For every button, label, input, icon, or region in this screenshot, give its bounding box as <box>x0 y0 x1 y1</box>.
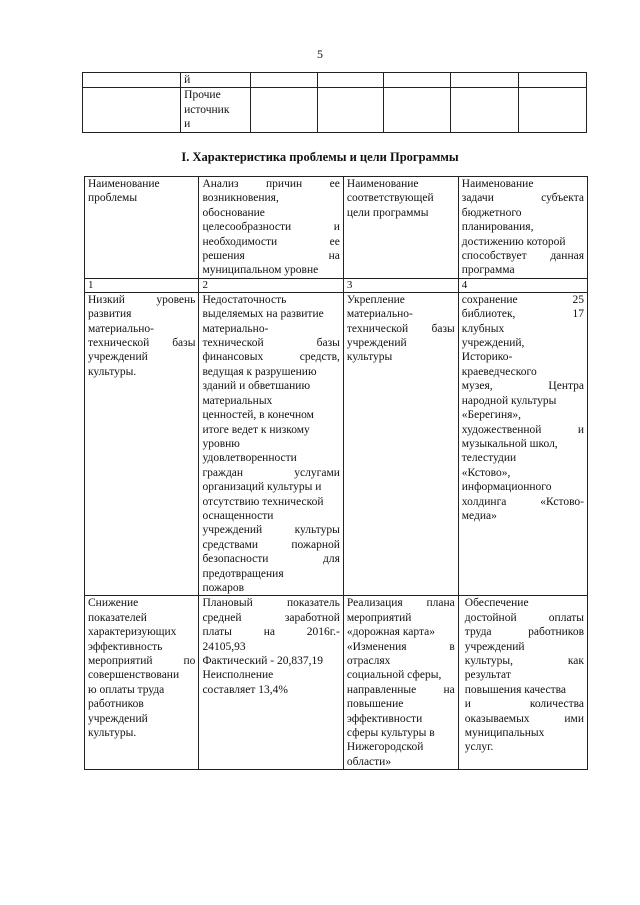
text-line: «Берегиня», <box>461 409 522 422</box>
text-word: учреждений <box>202 524 263 537</box>
text-word: плана <box>426 597 455 610</box>
text-line <box>462 423 584 437</box>
text-word: средствами <box>202 538 259 551</box>
text-word: платы <box>202 626 232 639</box>
header-problem-name <box>85 177 199 279</box>
text-line: организаций культуры и <box>202 481 322 494</box>
text-word: и <box>464 698 471 711</box>
text-line: области» <box>346 755 392 768</box>
text-word: средств, <box>299 351 340 364</box>
text-word: пожарной <box>291 538 340 551</box>
text-line: услуг. <box>464 741 494 754</box>
text-line: музыкальной школ, <box>461 437 558 450</box>
text-word: услугами <box>294 466 340 479</box>
text-word: 25 <box>572 293 584 306</box>
text-line: работников <box>88 698 144 711</box>
text-line <box>462 495 584 509</box>
text-line <box>202 177 339 191</box>
text-line: культуры <box>346 351 393 364</box>
text-word: субъекта <box>541 192 584 205</box>
analysis-cell <box>199 596 343 770</box>
text-word: оплаты <box>548 611 584 624</box>
top-table-fragment <box>82 72 587 133</box>
column-number: 4 <box>458 278 587 292</box>
text-line: материально- <box>346 308 413 321</box>
text-word: способствует <box>461 250 527 263</box>
text-line: Фактический - 20,837,19 <box>202 655 323 667</box>
task-cell <box>458 596 587 770</box>
text-word: Анализ <box>202 178 239 190</box>
text-line: программа <box>461 264 515 277</box>
text-line: учреждений <box>88 712 148 725</box>
text-line <box>462 293 584 307</box>
text-line <box>202 552 339 566</box>
text-line <box>462 249 584 263</box>
text-word: Низкий <box>88 293 125 306</box>
table-cell <box>181 88 250 133</box>
header-analysis <box>199 177 343 279</box>
text-word: культуры <box>294 524 340 537</box>
text-word: уровень <box>156 293 196 306</box>
text-word: целесообразности <box>202 221 292 234</box>
text-line: составляет 13,4% <box>202 683 288 696</box>
problem-cell <box>85 596 199 770</box>
text-line: возникновения, <box>202 192 279 205</box>
task-cell <box>458 292 587 596</box>
text-line: оснащенности <box>202 509 274 522</box>
table-cell <box>317 88 383 133</box>
text-line: сферы культуры в <box>346 727 435 740</box>
text-word: базы <box>172 337 196 350</box>
text-word: решения <box>202 250 245 263</box>
text-line <box>202 336 339 350</box>
table-cell <box>384 73 451 88</box>
table-cell: й <box>181 73 250 88</box>
text-word: «Изменения <box>346 640 407 653</box>
text-line <box>465 611 584 625</box>
text-line: материальных <box>202 394 273 407</box>
text-line: бюджетного <box>461 206 522 219</box>
table-cell <box>451 73 518 88</box>
text-line: ведущая к разрушению <box>202 365 317 378</box>
text-line: зданий и обветшанию <box>202 380 311 393</box>
text-line: планирования, <box>461 221 534 234</box>
text-line: эффективность <box>88 640 163 653</box>
text-line: источник <box>184 103 230 116</box>
text-line: отраслях <box>346 655 391 667</box>
text-line <box>202 220 339 234</box>
text-line: Историко- <box>461 351 513 364</box>
text-line: результат <box>464 669 511 682</box>
text-word: технической <box>346 322 409 335</box>
text-line: обоснование <box>202 206 265 219</box>
text-line: краеведческого <box>461 365 537 378</box>
text-word: ими <box>564 712 584 725</box>
text-line: учреждений <box>464 640 525 653</box>
text-word: данная <box>550 250 584 263</box>
text-line: выделяемых на развитие <box>202 308 324 321</box>
text-line <box>465 697 584 711</box>
text-line <box>347 322 455 336</box>
text-line <box>462 191 584 205</box>
table-row <box>83 88 587 133</box>
text-word: направленные <box>346 683 417 696</box>
text-line: «Кстово», <box>461 466 511 479</box>
text-word: причин <box>266 178 303 190</box>
header-goal <box>343 177 458 279</box>
text-line: показателей <box>88 611 147 624</box>
text-word: и <box>577 423 584 436</box>
text-line: телестудии <box>461 452 517 465</box>
text-line: мероприятий <box>346 611 412 624</box>
text-word: задачи <box>461 192 494 205</box>
text-line: учреждений <box>346 337 407 350</box>
text-word: культуры, <box>464 655 513 667</box>
text-line <box>88 336 195 350</box>
page-number: 5 <box>317 47 323 61</box>
text-word: как <box>567 655 584 667</box>
text-line <box>202 596 339 610</box>
text-line: развития <box>88 308 132 321</box>
text-word: безопасности <box>202 553 269 566</box>
table-cell <box>518 88 586 133</box>
text-word: в <box>449 640 455 653</box>
column-number: 2 <box>199 278 343 292</box>
table-cell <box>518 73 586 88</box>
text-line: учреждений <box>88 351 148 364</box>
text-line: Нижегородской <box>346 741 424 754</box>
text-line: соответствующей <box>346 192 434 205</box>
text-line: Наименование <box>346 178 419 190</box>
text-word: холдинга <box>461 495 507 508</box>
text-line <box>462 379 584 393</box>
text-line: ю оплаты труда <box>88 683 165 696</box>
analysis-cell <box>199 292 343 596</box>
text-line: эффективности <box>346 712 423 725</box>
text-line: учреждений, <box>461 337 525 350</box>
text-word: ее <box>329 235 340 248</box>
text-line: Снижение <box>88 597 139 610</box>
text-word: Реализация <box>346 597 403 610</box>
text-line: Укрепление <box>346 293 405 306</box>
text-line <box>347 640 455 654</box>
text-line: Наименование <box>88 178 160 190</box>
table-header-row <box>85 177 588 279</box>
text-line <box>202 625 339 639</box>
text-line: характеризующих <box>88 626 177 639</box>
text-line <box>462 307 584 321</box>
text-line <box>88 293 195 307</box>
text-word: количества <box>529 698 584 711</box>
text-line: муниципальном уровне <box>202 264 319 277</box>
text-line: материально- <box>88 322 154 335</box>
text-word: сохранение <box>461 293 518 306</box>
text-word: «Кстово- <box>540 495 584 508</box>
text-line: Недостаточность <box>202 293 287 306</box>
table-cell <box>83 88 181 133</box>
text-line: социальной сферы, <box>346 669 442 682</box>
goal-cell <box>343 596 458 770</box>
text-line: Неисполнение <box>202 669 274 682</box>
text-line: Наименование <box>461 178 534 190</box>
text-line: повышение <box>346 698 404 711</box>
table-cell <box>250 73 317 88</box>
problem-cell <box>85 292 199 596</box>
text-word: показатель <box>287 597 340 610</box>
text-word: технической <box>88 337 150 350</box>
text-word: ее <box>329 178 340 190</box>
text-line: культуры. <box>88 727 137 740</box>
text-line <box>202 611 339 625</box>
text-word: библиотек, <box>461 308 516 321</box>
table-row <box>83 73 587 88</box>
problems-table <box>84 176 588 770</box>
text-line <box>202 235 339 249</box>
text-line: удовлетворенности <box>202 452 297 465</box>
column-number: 1 <box>85 278 199 292</box>
goal-cell <box>343 292 458 596</box>
text-word: на <box>443 683 455 696</box>
text-line: совершенствовани <box>88 669 180 682</box>
text-line <box>465 712 584 726</box>
text-word: достойной <box>464 611 517 624</box>
text-line <box>88 654 195 668</box>
table-numbering-row <box>85 278 588 292</box>
table-cell <box>317 73 383 88</box>
table-row <box>85 596 588 770</box>
text-line: достижению которой <box>461 235 566 248</box>
text-word: заработной <box>284 611 340 624</box>
text-line: Обеспечение <box>464 597 529 610</box>
text-line <box>202 538 339 552</box>
text-line: предотвращения <box>202 567 284 580</box>
text-word: базы <box>316 337 340 350</box>
text-line: уровню <box>202 437 240 450</box>
text-line: муниципальных <box>464 727 545 740</box>
text-word: средней <box>202 611 242 624</box>
text-line <box>202 523 339 537</box>
table-cell <box>83 73 181 88</box>
text-line: медиа» <box>461 509 497 522</box>
text-word: и <box>333 221 340 234</box>
text-line <box>202 350 339 364</box>
text-line: отсутствию технической <box>202 495 324 508</box>
text-line: пожаров <box>202 581 245 594</box>
text-line: информационного <box>461 481 552 494</box>
text-line: повышения качества <box>464 683 567 696</box>
text-word: по <box>183 655 196 667</box>
text-line <box>465 625 584 639</box>
text-line <box>202 249 339 263</box>
text-word: 17 <box>572 308 584 321</box>
table-cell <box>451 88 518 133</box>
text-line: материально- <box>202 322 269 335</box>
text-line: 24105,93 <box>202 640 246 653</box>
text-line: проблемы <box>88 192 138 205</box>
text-line: и <box>184 118 191 131</box>
section-heading: I. Характеристика проблемы и цели Программы <box>181 150 459 164</box>
table-row <box>85 292 588 596</box>
text-word: Центра <box>548 380 584 393</box>
text-word: мероприятий <box>88 655 153 667</box>
text-word: необходимости <box>202 235 278 248</box>
text-word: базы <box>431 322 455 335</box>
text-line <box>465 654 584 668</box>
table-cell <box>250 88 317 133</box>
text-line <box>202 466 339 480</box>
text-word: финансовых <box>202 351 264 364</box>
text-line <box>347 683 455 697</box>
text-line: народной культуры <box>461 394 557 407</box>
text-word: труда <box>464 626 492 639</box>
text-word: технической <box>202 337 264 350</box>
text-line: итоге ведет к низкому <box>202 423 310 436</box>
text-word: для <box>323 553 340 566</box>
text-line: культуры. <box>88 365 137 378</box>
text-word: на <box>328 250 340 263</box>
text-line: «дорожная карта» <box>346 626 435 639</box>
text-line: клубных <box>461 322 505 335</box>
text-word: граждан <box>202 466 244 479</box>
text-line: Прочие <box>184 89 221 102</box>
text-word: музея, <box>461 380 493 393</box>
text-word: на <box>263 626 275 639</box>
column-number: 3 <box>343 278 458 292</box>
text-line: цели программы <box>346 206 429 219</box>
table-cell <box>384 88 451 133</box>
text-word: работников <box>528 626 584 639</box>
text-word: 2016г.- <box>306 626 340 639</box>
text-word: оказываемых <box>464 712 530 725</box>
text-line <box>347 596 455 610</box>
text-word: художественной <box>461 423 542 436</box>
header-task <box>458 177 587 279</box>
text-line: ценностей, в конечном <box>202 409 314 422</box>
text-word: Плановый <box>202 597 253 610</box>
